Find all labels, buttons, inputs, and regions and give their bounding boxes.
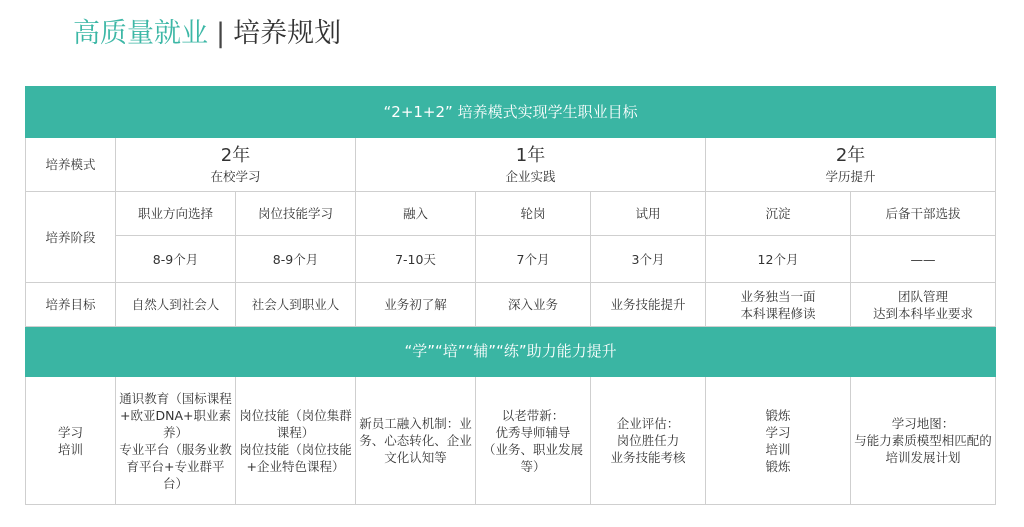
mode-name: 企业实践 (505, 169, 556, 184)
mode-years: 2年 (835, 145, 866, 166)
train-cell: 锻炼 学习 培训 锻炼 (706, 377, 851, 505)
train-cell: 以老带新： 优秀导师辅导 （业务、职业发展等） (476, 377, 591, 505)
train-cell: 岗位技能（岗位集群课程） 岗位技能（岗位技能+企业特色课程） (236, 377, 356, 505)
mode-group-degree (706, 138, 996, 192)
mode-group-enterprise (356, 138, 706, 192)
goal-row-label: 培养目标 (26, 283, 116, 327)
goal-cell: 业务技能提升 (591, 283, 706, 327)
mode-name: 在校学习 (210, 169, 261, 184)
mode-name: 学历提升 (825, 169, 876, 184)
stage-name: 沉淀 (706, 192, 851, 236)
goal-cell: 业务初了解 (356, 283, 476, 327)
band-title-ability: “学”“培”“辅”“练”助力能力提升 (26, 327, 996, 377)
train-cell: 通识教育（国标课程+欧亚DNA+职业素养） 专业平台（服务业教育平台+专业群平台） (116, 377, 236, 505)
title-sub: 培养规划 (233, 18, 342, 49)
stage-name: 融入 (356, 192, 476, 236)
band-row-ability (26, 327, 996, 377)
stage-row-label: 培养阶段 (26, 192, 116, 283)
train-cell: 企业评估： 岗位胜任力 业务技能考核 (591, 377, 706, 505)
band-row-model (26, 87, 996, 138)
page-title (73, 16, 341, 52)
train-cell: 新员工融入机制：业务、心态转化、企业文化认知等 (356, 377, 476, 505)
stage-name-row (26, 192, 996, 236)
stage-duration: 8-9个月 (116, 236, 236, 283)
goal-cell: 社会人到职业人 (236, 283, 356, 327)
stage-duration: —— (851, 236, 996, 283)
goal-cell: 深入业务 (476, 283, 591, 327)
stage-duration-row (26, 236, 996, 283)
train-row (26, 377, 996, 505)
stage-name: 后备干部选拔 (851, 192, 996, 236)
stage-duration: 8-9个月 (236, 236, 356, 283)
stage-name: 职业方向选择 (116, 192, 236, 236)
band-title-model: “2+1+2” 培养模式实现学生职业目标 (26, 87, 996, 138)
stage-name: 岗位技能学习 (236, 192, 356, 236)
mode-row (26, 138, 996, 192)
stage-duration: 7个月 (476, 236, 591, 283)
title-separator: | (216, 18, 226, 49)
goal-cell: 团队管理 达到本科毕业要求 (851, 283, 996, 327)
stage-duration: 7-10天 (356, 236, 476, 283)
stage-name: 试用 (591, 192, 706, 236)
mode-row-label: 培养模式 (26, 138, 116, 192)
stage-duration: 12个月 (706, 236, 851, 283)
train-cell: 学习地图： 与能力素质模型相匹配的培训发展计划 (851, 377, 996, 505)
stage-name: 轮岗 (476, 192, 591, 236)
training-plan-table (25, 86, 996, 505)
goal-cell: 业务独当一面 本科课程修读 (706, 283, 851, 327)
mode-years: 1年 (515, 145, 546, 166)
title-main: 高质量就业 (73, 18, 208, 49)
mode-years: 2年 (220, 145, 251, 166)
stage-duration: 3个月 (591, 236, 706, 283)
mode-group-school (116, 138, 356, 192)
goal-row (26, 283, 996, 327)
train-row-label: 学习 培训 (26, 377, 116, 505)
goal-cell: 自然人到社会人 (116, 283, 236, 327)
